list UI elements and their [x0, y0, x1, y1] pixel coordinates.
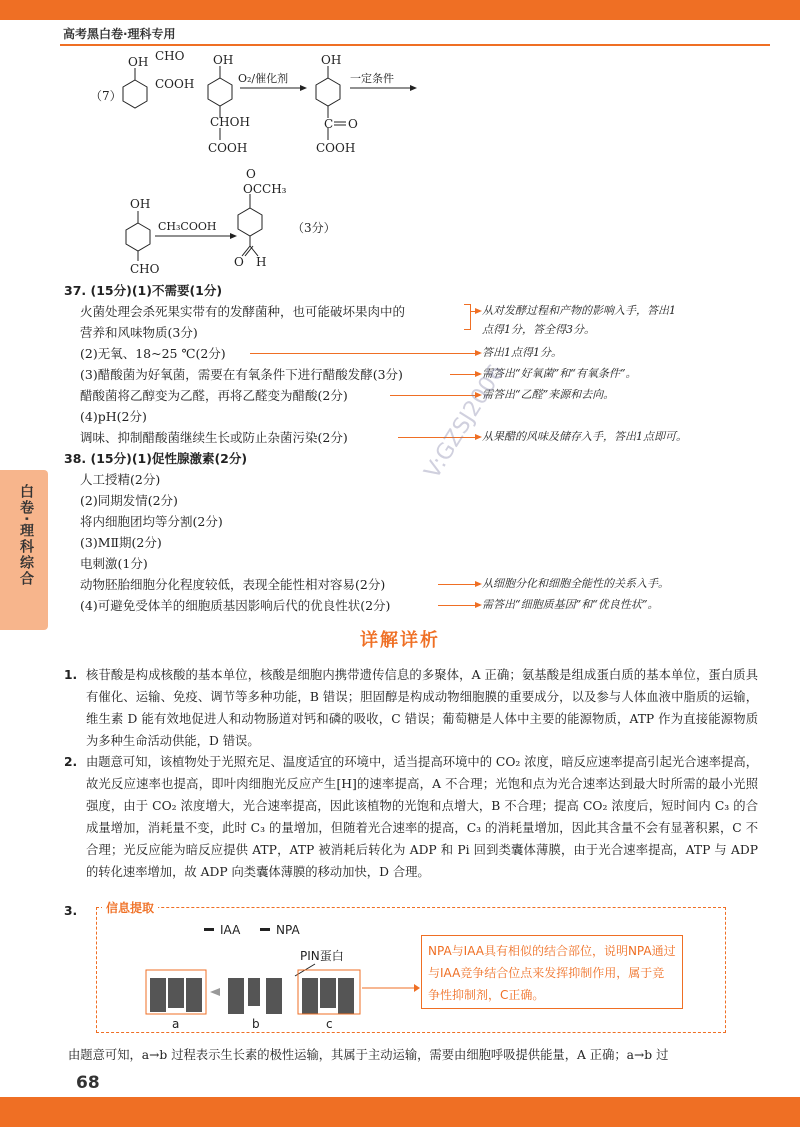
q37-line-3: (2)无氧、18~25 ℃(2分) [80, 346, 226, 361]
q38-line-4: (3)MⅡ期(2分) [80, 535, 162, 550]
phenol-molecule [123, 80, 147, 108]
q38-line-5: 电刺激(1分) [80, 556, 148, 571]
arrow-1 [470, 311, 480, 312]
detail-3-num: 3. [64, 904, 78, 918]
oh-2: OH [213, 53, 234, 67]
chem-label: （7） [90, 89, 122, 103]
side-tab-label: 白卷·理科综合 [18, 484, 34, 588]
arrow-6 [438, 584, 480, 585]
protein-a [150, 978, 202, 1012]
q37-line-6: (4)pH(2分) [80, 409, 147, 424]
bracket-1 [464, 304, 471, 330]
detail-1-num: 1. [64, 668, 78, 682]
chem-score: （3分） [292, 221, 336, 235]
q38-line-1: 人工授精(2分) [80, 472, 161, 487]
o-3: O [348, 117, 358, 131]
header-rule [60, 44, 770, 46]
occh3: OCCH₃ [243, 182, 287, 196]
note-1a: 从对发酵过程和产物的影响入手，答出1 [482, 304, 676, 317]
cooh-3: COOH [316, 141, 356, 155]
info-conclusion: NPA与IAA具有相似的结合部位，说明NPA通过与IAA竞争结合位点来发挥抑制作用，属于竞争性抑制剂，C正确。 [421, 935, 683, 1009]
running-title: 高考黑白卷·理科专用 [63, 27, 176, 41]
q38-line-6: 动物胚胎细胞分化程度较低，表现全能性相对容易(2分) [80, 577, 386, 592]
cooh-2: COOH [208, 141, 248, 155]
detail-2-num: 2. [64, 755, 78, 769]
q38-head: 38. (15分)(1)促性腺激素(2分) [64, 451, 248, 466]
o-bottom: O [234, 255, 244, 269]
arrow-3 [450, 374, 480, 375]
h-bottom: H [256, 255, 267, 269]
protein-b [228, 978, 282, 1014]
detail-2-text: 由题意可知，该植物处于光照充足、温度适宜的环境中，适当提高环境中的 CO₂ 浓度，暗反应速率提高引起光合速率提高，故光反应速率也提高，即叶肉细胞光反应产生[H]的速率提高，A 不合理；光饱和点为光合速率达到最大时所需的最小光照强度，由于 CO₂ 浓度增大，光合速率提高，因此该植物的光饱和点增大，B 不合理；提高 CO₂ 浓度后，短时间内 C₃ 的合成量增加，消耗量不变，此时 C₃ 的量增加，但随着光合速率的提高，C₃ 的消耗量增加，因此其含量不会有显著积累，C 不合理；光反应能为暗反应提供 ATP，ATP 被消耗后转化为 ADP 和 Pi 回到类囊体薄膜，由于光合速率提高，ATP 与 ADP 的转化速率增加，故 ADP 向类囊体薄膜的移动加快，D 合理。 [86, 755, 758, 879]
note-7: 需答出“细胞质基因”和“优良性状”。 [482, 598, 659, 611]
protein-c [302, 978, 354, 1014]
chooh: CHOH [210, 115, 250, 129]
q37-head: 37. (15分)(1)不需要(1分) [64, 283, 223, 298]
note-6: 从细胞分化和细胞全能性的关系入手。 [482, 577, 669, 590]
c-3: C [324, 117, 334, 131]
q37-line-4: (3)醋酸菌为好氧菌，需要在有氧条件下进行醋酸发酵(3分) [80, 367, 403, 382]
detail-3-text: 由题意可知，a→b 过程表示生长素的极性运输，其属于主动运输，需要由细胞呼吸提供能量，A 正确；a→b 过 [68, 1048, 669, 1062]
arrow-7 [438, 605, 480, 606]
q37-line-2: 营养和风味物质(3分) [80, 325, 198, 340]
label-b: b [252, 1017, 260, 1030]
label-c: c [326, 1017, 333, 1030]
note-2: 答出1点得1分。 [482, 346, 562, 359]
reagent-2: 一定条件 [350, 72, 394, 85]
q37-line-7: 调味、抑制醋酸菌继续生长或防止杂菌污染(2分) [80, 430, 348, 445]
note-5: 从果醋的风味及储存入手，答出1点即可。 [482, 430, 687, 443]
q38-line-3: 将内细胞团均等分割(2分) [80, 514, 223, 529]
section-title: 详解详析 [360, 630, 440, 651]
watermark: V:GZSJ2006 [420, 360, 510, 484]
chem-structure-figure [60, 48, 480, 278]
cooh-1: COOH [155, 77, 195, 91]
arrow-2 [250, 353, 480, 354]
oh-3: OH [321, 53, 342, 67]
bottom-accent-bar [0, 1097, 800, 1127]
q37-line-1: 火菌处理会杀死果实带有的发酵菌种，也可能破坏果肉中的 [80, 304, 406, 319]
legend-iaa: IAA [220, 923, 241, 937]
note-3: 需答出“好氧菌”和“有氧条件”。 [482, 367, 637, 380]
top-accent-bar [0, 0, 800, 20]
legend-npa: NPA [276, 923, 300, 937]
detail-1 [64, 664, 758, 752]
q38-line-7: (4)可避免受体羊的细胞质基因影响后代的优良性状(2分) [80, 598, 391, 613]
reactant-ring [126, 211, 150, 261]
cho-4: CHO [130, 262, 160, 276]
oh-1: OH [128, 55, 149, 69]
reagent-1: O₂/催化剂 [238, 72, 289, 85]
note-4: 需答出“乙醛”来源和去向。 [482, 388, 615, 401]
note-1b: 点得1分，答全得3分。 [482, 323, 595, 336]
pin-diagram [140, 918, 420, 1030]
page-number: 68 [76, 1073, 100, 1093]
detail-2 [64, 751, 758, 883]
pin-label: PIN蛋白 [300, 949, 344, 963]
product-ring [238, 194, 262, 256]
reagent-3: CH₃COOH [158, 220, 217, 233]
oh-4: OH [130, 197, 151, 211]
info-tag: 信息提取 [102, 899, 158, 916]
q38-line-2: (2)同期发情(2分) [80, 493, 178, 508]
q37-line-5: 醋酸菌将乙醇变为乙醛，再将乙醛变为醋酸(2分) [80, 388, 348, 403]
cho-1: CHO [155, 49, 185, 63]
detail-3-last [68, 1044, 758, 1066]
detail-1-text: 核苷酸是构成核酸的基本单位，核酸是细胞内携带遗传信息的多聚体，A 正确；氨基酸是组成蛋白质的基本单位，蛋白质具有催化、运输、免疫、调节等多种功能，B 错误；胆固醇是构成动物细胞膜的重要成分，以及参与人体血液中脂质的运输，维生素 D 能有效地促进人和动物肠道对钙和磷的吸收，C 错误；葡萄糖是人体中主要的能源物质，ATP 作为直接能源物质为多种生命活动供能，D 错误。 [86, 668, 758, 748]
label-a: a [172, 1017, 180, 1030]
o-top: O [246, 167, 256, 181]
